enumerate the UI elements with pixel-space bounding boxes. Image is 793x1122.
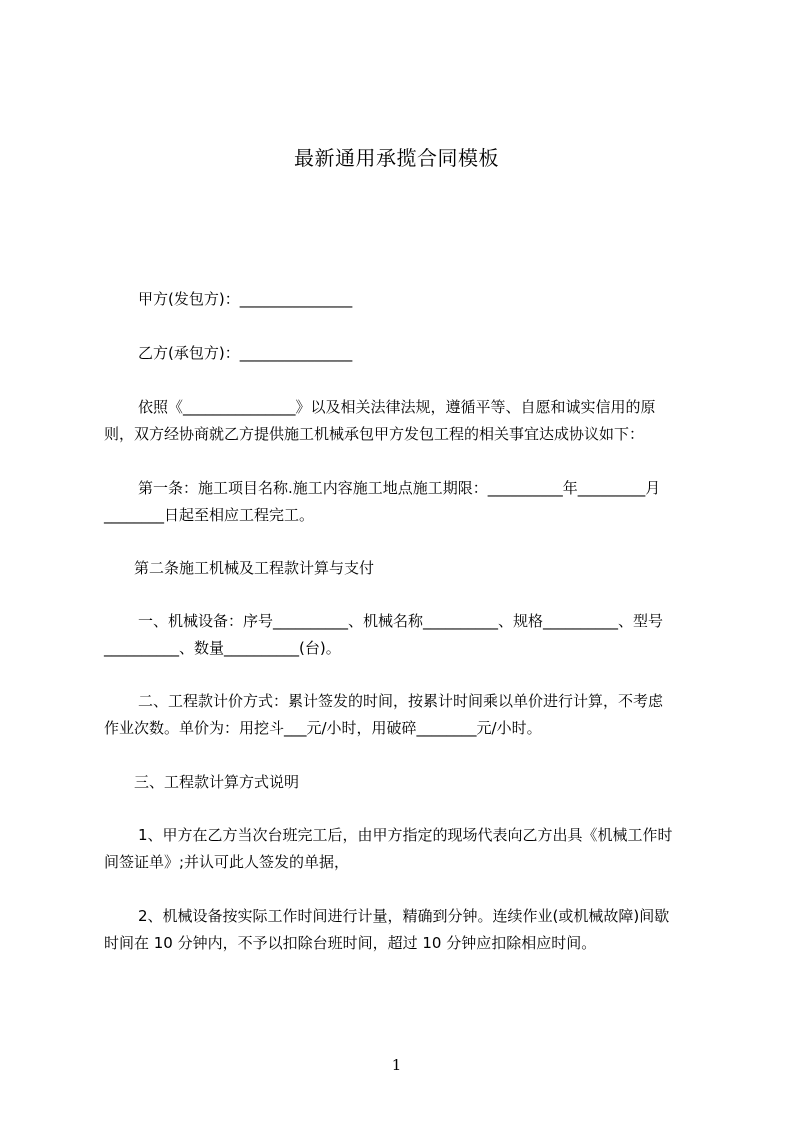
- text-line: 依照《_______________》以及相关法律法规，遵循平等、自愿和诚实信用的原: [138, 398, 656, 416]
- text-line: 2、机械设备按实际工作时间进行计量，精确到分钟。连续作业(或机械故障)间歇: [138, 907, 670, 925]
- text-line: 间签证单》;并认可此人签发的单据，: [104, 853, 350, 871]
- text-line: 作业次数。单价为：用挖斗___元/小时，用破碎________元/小时。: [104, 719, 542, 737]
- text-line: ________日起至相应工程完工。: [104, 506, 315, 524]
- paragraph-pricing: [104, 688, 700, 742]
- text-line: 第二条施工机械及工程款计算与支付: [134, 559, 375, 577]
- text-line: 则，双方经协商就乙方提供施工机械承包甲方发包工程的相关事宜达成协议如下：: [104, 425, 645, 443]
- paragraph-calc-2: [104, 903, 700, 957]
- paragraph-calc-heading: [104, 769, 700, 796]
- paragraph-party-b: [104, 340, 700, 367]
- text-line: __________、数量__________(台)。: [104, 639, 341, 657]
- text-line: 第一条：施工项目名称.施工内容施工地点施工期限：__________年_________月: [138, 479, 661, 497]
- text-line: 二、工程款计价方式：累计签发的时间，按累计时间乘以单价进行计算，不考虑: [138, 692, 664, 710]
- document-title: 最新通用承揽合同模板: [294, 146, 499, 170]
- text-line: 乙方(承包方)：_______________: [138, 344, 353, 362]
- text-line: 三、工程款计算方式说明: [134, 773, 300, 791]
- paragraph-calc-1: [104, 822, 700, 876]
- paragraph-article-1: [104, 475, 700, 529]
- text-line: 甲方(发包方)：_______________: [138, 290, 353, 308]
- paragraph-machinery: [104, 608, 700, 662]
- paragraph-basis: [104, 394, 700, 448]
- text-line: 一、机械设备：序号__________、机械名称__________、规格__________、型号: [138, 612, 664, 630]
- text-line: 1、甲方在乙方当次台班完工后，由甲方指定的现场代表向乙方出具《机械工作时: [138, 826, 673, 844]
- paragraph-party-a: [104, 286, 700, 313]
- text-line: 时间在 10 分钟内，不予以扣除台班时间，超过 10 分钟应扣除相应时间。: [104, 934, 597, 952]
- paragraph-article-2: [104, 555, 700, 582]
- page-number: 1: [391, 1056, 402, 1074]
